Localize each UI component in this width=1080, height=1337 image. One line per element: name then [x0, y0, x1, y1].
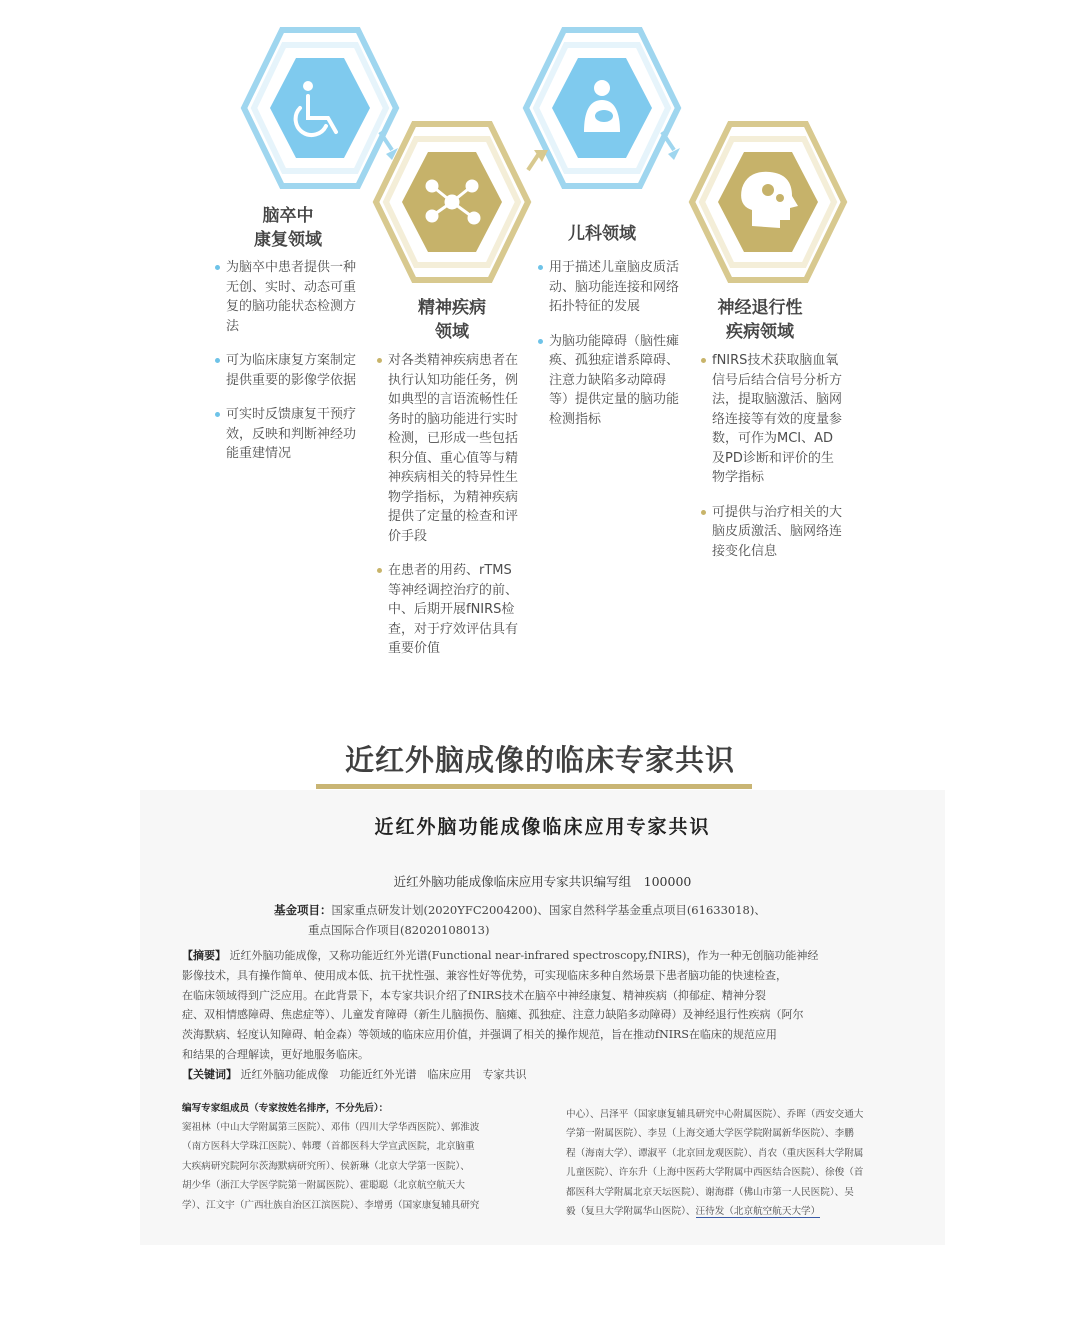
- pediatrics-bullets: [537, 258, 683, 444]
- category-title-neurodegenerative: 神经退行性 疾病领域: [717, 298, 803, 342]
- member-line: 程（海南大学）、谭淑平（北京回龙观医院）、肖农（重庆医科大学附属: [566, 1147, 864, 1159]
- abstract-line: 在临床领域得到广泛应用。在此背景下，本专家共识介绍了fNIRS技术在脑卒中神经康复、精神疾病（抑郁症、精神分裂: [182, 988, 766, 1002]
- fund-line: [274, 901, 894, 921]
- bullet-item: 可为临床康复方案制定提供重要的影像学依据: [214, 351, 356, 390]
- hex-fill-1: [270, 58, 370, 158]
- category-title-pediatrics: 儿科领域: [568, 224, 636, 244]
- category-title-psychiatric: 精神疾病 领域: [418, 298, 486, 342]
- bullet-item: 为脑卒中患者提供一种无创、实时、动态可重复的脑功能状态检测方法: [214, 258, 356, 336]
- abstract-line: 影像技术，具有操作简单、使用成本低、抗干扰性强、兼容性好等优势，可实现临床多种自然场景下患者脑功能的快速检查，: [182, 968, 787, 982]
- bullet-item: 用于描述儿童脑皮质活动、脑功能连接和网络拓扑特征的发展: [537, 258, 683, 317]
- abstract-block: [182, 946, 894, 1085]
- abstract-label: 【摘要】: [182, 949, 226, 962]
- neurodegenerative-bullets: [700, 351, 846, 576]
- fund-text-2: 重点国际合作项目(82020108013): [308, 923, 490, 937]
- member-line: 儿童医院）、许东升（上海中医药大学附属中西医结合医院）、徐俊（首: [566, 1167, 864, 1179]
- fund-label: 基金项目：: [274, 903, 332, 917]
- member-line: 都医科大学附属北京天坛医院）、谢海群（佛山市第一人民医院）、吴: [566, 1186, 854, 1198]
- stroke-bullets: [214, 258, 356, 479]
- member-line: 学第一附属医院）、李昱（上海交通大学医学院附属新华医院）、李鹏: [566, 1128, 854, 1140]
- section-heading: 近红外脑成像的临床专家共识: [344, 743, 735, 777]
- bullet-item: 在患者的用药、rTMS等神经调控治疗的前、中、后期开展fNIRS检查，对于疗效评估具有重要价值: [376, 561, 522, 659]
- paper-title: 近红外脑功能成像临床应用专家共识: [374, 816, 711, 838]
- member-line: 胡少华（浙江大学医学院第一附属医院）、霍聪聪（北京航空航天大: [182, 1180, 466, 1192]
- abstract-line: 症、双相情感障碍、焦虑症等）、儿童发育障碍（新生儿脑损伤、脑瘫、孤独症、注意力缺陷多动障碍）及神经退行性疾病（阿尔: [182, 1008, 804, 1022]
- category-title-stroke: 脑卒中 康复领域: [254, 206, 322, 250]
- highlighted-member: 汪待发（北京航空航天大学）: [695, 1206, 821, 1218]
- bullet-item: 可实时反馈康复干预疗效，反映和判断神经功能重建情况: [214, 405, 356, 464]
- abstract-line: 茨海默病、轻度认知障碍、帕金森）等领域的临床应用价值，并强调了相关的操作规范，旨在推动fNIRS在临床的规范应用: [182, 1028, 777, 1042]
- members-right: [566, 1105, 926, 1221]
- bullet-item: 可提供与治疗相关的大脑皮质激活、脑网络连接变化信息: [700, 503, 846, 562]
- heading-underline: [316, 784, 752, 789]
- member-line: 中心）、吕泽平（国家康复辅具研究中心附属医院）、乔晖（西安交通大: [566, 1109, 864, 1120]
- abstract-line: 和结果的合理解读，更好地服务临床。: [182, 1047, 369, 1061]
- abstract-line: 近红外脑功能成像，又称功能近红外光谱(Functional near-infrared spectroscopy,fNIRS)，作为一种无创脑功能神经: [229, 949, 819, 962]
- bullet-item: 对各类精神疾病患者在执行认知功能任务，例如典型的言语流畅性任务时的脑功能进行实时检测，已形成一些包括积分值、重心值等与精神疾病相关的特异性生物学指标，为精神疾病提供了定量的检查和评价手段: [376, 351, 522, 546]
- bullet-item: 为脑功能障碍（脑性瘫痪、孤独症谱系障碍、注意力缺陷多动障碍等）提供定量的脑功能检测指标: [537, 332, 683, 430]
- keywords-label: 【关键词】: [182, 1067, 237, 1081]
- member-line: 大疾病研究院阿尔茨海默病研究所）、侯新琳（北京大学第一医院）、: [182, 1160, 470, 1172]
- members-heading: 编写专家组成员（专家按姓名排序，不分先后）：: [182, 1103, 389, 1114]
- member-line: 毅（复旦大学附属华山医院）、: [566, 1206, 696, 1218]
- fund-text: 国家重点研发计划(2020YFC2004200)、国家自然科学基金重点项目(61633018)、: [331, 903, 766, 917]
- member-line: 窦祖林（中山大学附属第三医院）、邓伟（四川大学华西医院）、郭淮波: [182, 1122, 480, 1133]
- keywords-text: 近红外脑功能成像 功能近红外光谱 临床应用 专家共识: [240, 1067, 527, 1081]
- paper-author-group: 近红外脑功能成像临床应用专家共识编写组 100000: [393, 874, 692, 889]
- bullet-item: fNIRS技术获取脑血氧信号后结合信号分析方法，提取脑激活、脑网络连接等有效的度量参数，可作为MCI、AD及PD诊断和评价的生物学指标: [700, 351, 846, 488]
- member-line: （南方医科大学珠江医院）、韩璎（首都医科大学宣武医院，北京脑重: [182, 1141, 475, 1153]
- member-line: 学）、江文宇（广西壮族自治区江滨医院）、李增勇（国家康复辅具研究: [182, 1199, 480, 1211]
- psychiatric-bullets: [376, 351, 522, 674]
- members-left: [182, 1118, 542, 1215]
